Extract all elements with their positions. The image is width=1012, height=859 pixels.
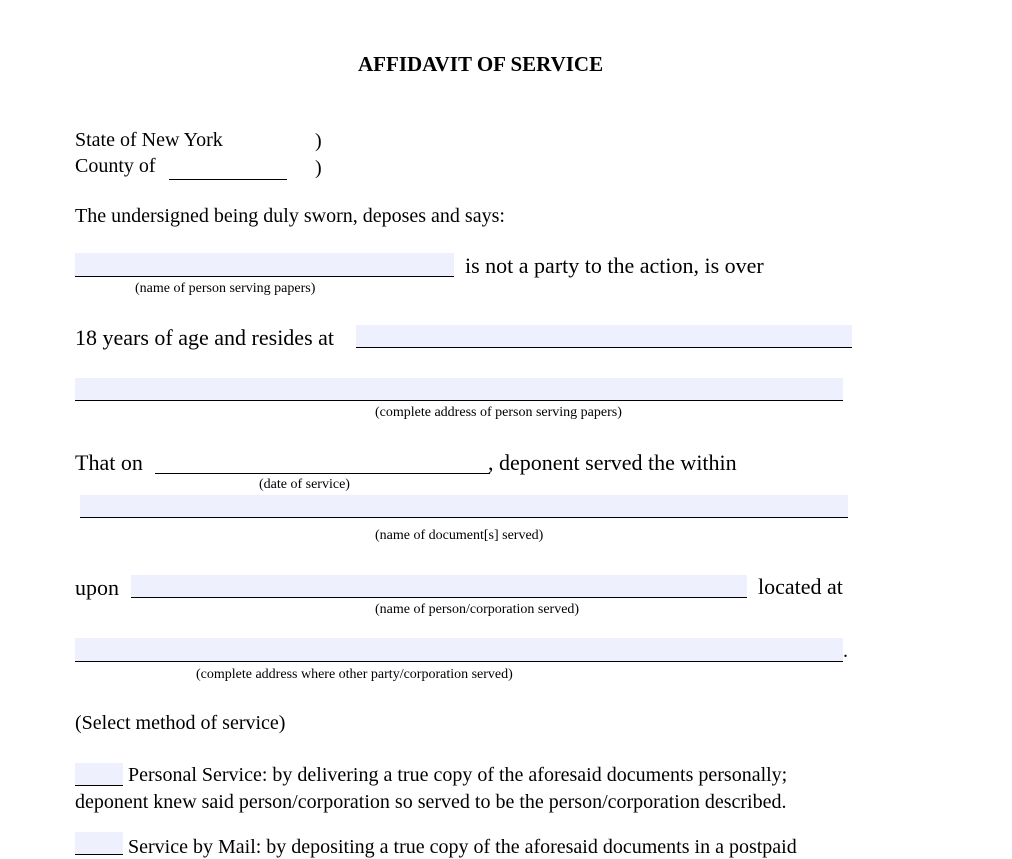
county-label: County of bbox=[75, 155, 156, 177]
not-party-text: is not a party to the action, is over bbox=[465, 253, 764, 278]
server-name-caption: (name of person serving papers) bbox=[135, 281, 316, 296]
paren-state: ) bbox=[315, 130, 322, 152]
located-at-text: located at bbox=[758, 574, 843, 599]
service-date-caption: (date of service) bbox=[259, 477, 350, 492]
mail-service-text: Service by Mail: by depositing a true copy of the aforesaid documents in a postpaid bbox=[128, 836, 797, 858]
server-address-caption: (complete address of person serving papers) bbox=[375, 405, 622, 420]
served-address-caption: (complete address where other party/corporation served) bbox=[196, 667, 513, 682]
upon-text: upon bbox=[75, 575, 119, 600]
method-heading: (Select method of service) bbox=[75, 712, 286, 734]
server-address-field-2[interactable] bbox=[75, 378, 843, 401]
served-party-caption: (name of person/corporation served) bbox=[375, 602, 580, 617]
server-name-field[interactable] bbox=[75, 253, 454, 277]
documents-field[interactable] bbox=[80, 495, 848, 518]
state-line: State of New York bbox=[75, 129, 223, 151]
resides-text: 18 years of age and resides at bbox=[75, 325, 335, 350]
personal-service-text-2: deponent knew said person/corporation so served to be the person/corporation described. bbox=[75, 791, 787, 813]
paren-county: ) bbox=[315, 157, 322, 179]
address-period: . bbox=[843, 640, 848, 662]
documents-caption: (name of document[s] served) bbox=[375, 528, 544, 543]
document-title: AFFIDAVIT OF SERVICE bbox=[358, 52, 604, 76]
intro-text: The undersigned being duly sworn, deposes and says: bbox=[75, 205, 505, 227]
served-address-field[interactable] bbox=[75, 638, 843, 662]
served-party-field[interactable] bbox=[131, 575, 747, 598]
that-on-text: That on bbox=[75, 450, 143, 475]
personal-service-text-1: Personal Service: by delivering a true copy of the aforesaid documents personally; bbox=[128, 764, 788, 786]
personal-service-check[interactable] bbox=[75, 763, 123, 786]
county-field[interactable] bbox=[169, 156, 287, 180]
mail-service-check[interactable] bbox=[75, 832, 123, 855]
served-within-text: , deponent served the within bbox=[488, 450, 737, 475]
service-date-field[interactable] bbox=[155, 450, 490, 474]
server-address-field-1[interactable] bbox=[356, 325, 852, 348]
